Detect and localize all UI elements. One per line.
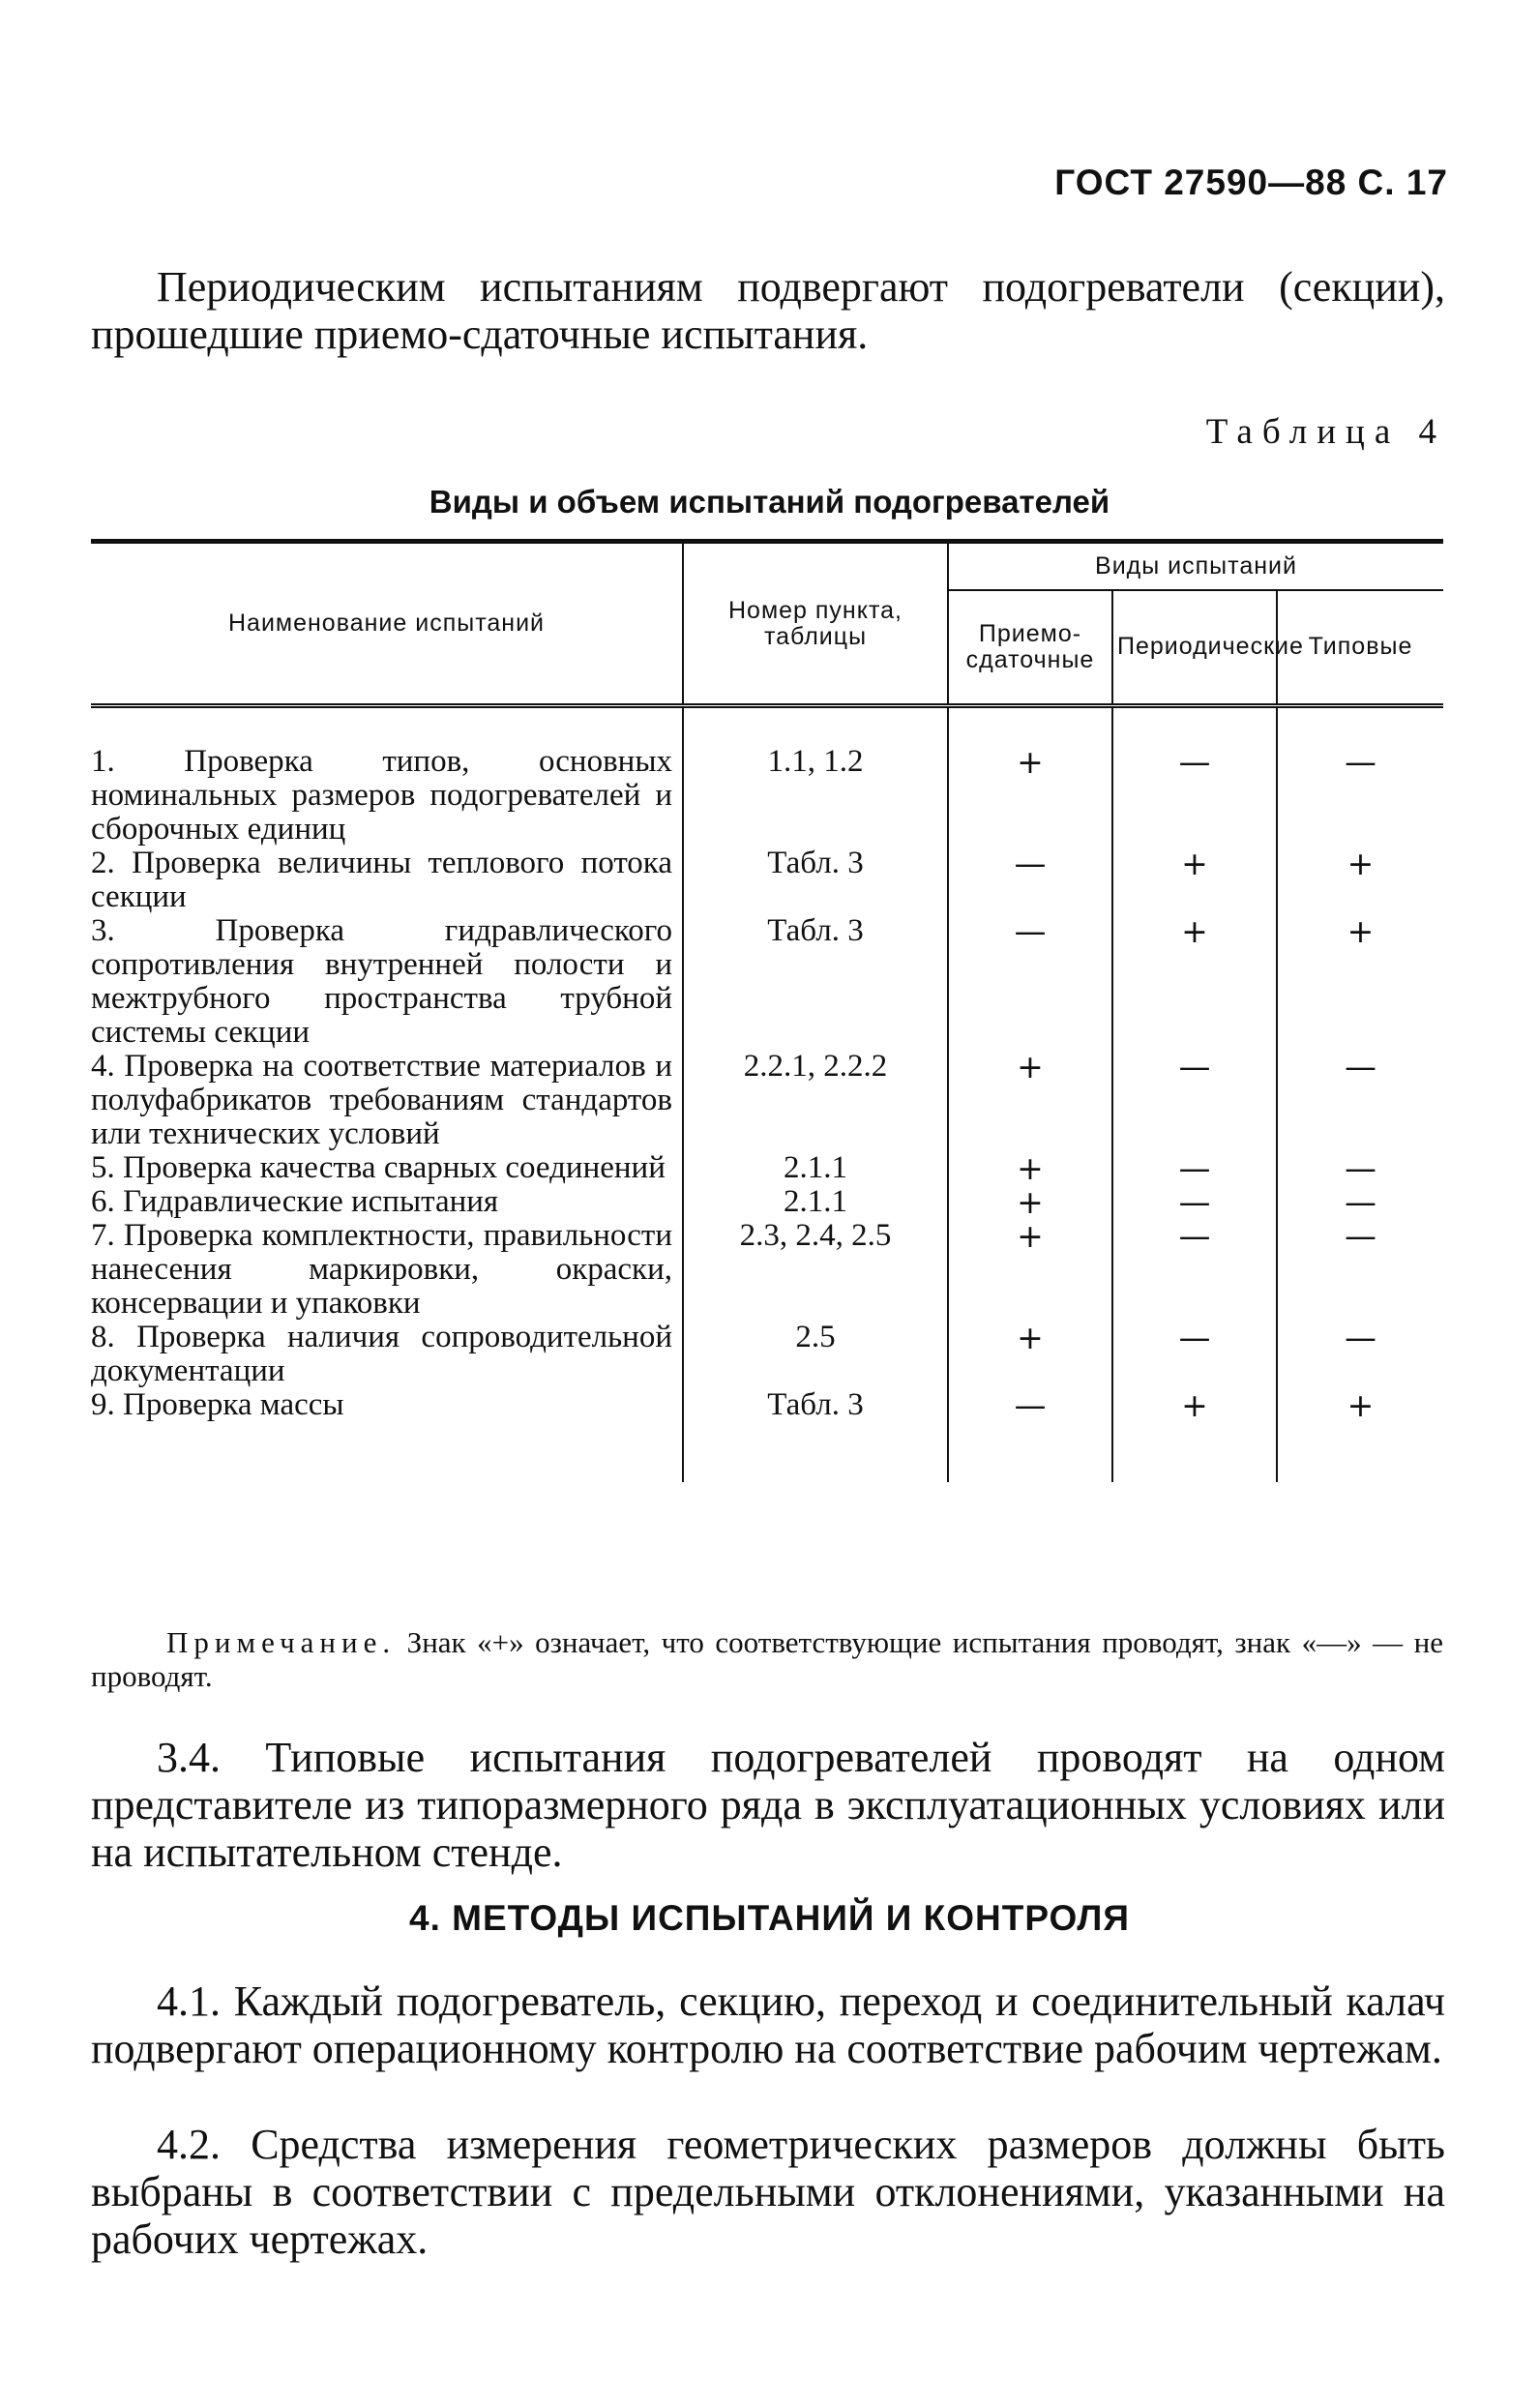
table-row xyxy=(91,1185,1443,1219)
paragraph-4-2: 4.2. Средства измерения геометрических размеров должны быть выбраны в соответствии с предельными отклонениями, указанными на рабочих чертежах. xyxy=(91,2121,1445,2263)
row-periodic: + xyxy=(1112,847,1277,914)
row-name: 8. Проверка наличия сопроводительной документации xyxy=(91,1319,672,1388)
header-type: Типовые xyxy=(1277,590,1443,706)
table-row xyxy=(91,1321,1443,1388)
row-name: 7. Проверка комплектности, правильности нанесения маркировки, окраски, консервации и упаковки xyxy=(91,1217,672,1321)
row-name: 4. Проверка на соответствие материалов и полуфабрикатов требованиям стандартов или технических условий xyxy=(91,1048,672,1151)
table-row xyxy=(91,847,1443,914)
header-clause: Номер пункта, таблицы xyxy=(683,542,948,706)
row-clause: Табл. 3 xyxy=(683,847,948,914)
table-number: Таблица 4 xyxy=(1205,412,1446,452)
row-periodic: — xyxy=(1112,1185,1277,1219)
row-periodic: — xyxy=(1112,1321,1277,1388)
row-acceptance: + xyxy=(948,745,1112,847)
row-acceptance: + xyxy=(948,1151,1112,1185)
row-name: 6. Гидравлические испытания xyxy=(91,1183,499,1219)
header-test-types: Виды испытаний xyxy=(948,542,1443,590)
note-text: Знак «+» означает, что соответствующие испытания проводят, знак «—» — не проводят. xyxy=(91,1625,1443,1693)
table-body xyxy=(91,706,1443,1482)
row-type: — xyxy=(1277,1185,1443,1219)
table-row xyxy=(91,1219,1443,1321)
row-clause: 2.5 xyxy=(683,1321,948,1388)
row-periodic: — xyxy=(1112,1219,1277,1321)
row-type: — xyxy=(1277,1219,1443,1321)
row-name: 9. Проверка массы xyxy=(91,1386,344,1422)
note-label: Примечание. xyxy=(166,1625,397,1659)
table-title: Виды и объем испытаний подогревателей xyxy=(429,484,1110,520)
row-type: + xyxy=(1277,1388,1443,1422)
row-acceptance: — xyxy=(948,847,1112,914)
row-type: — xyxy=(1277,1050,1443,1151)
header-periodic: Периодические xyxy=(1112,590,1277,706)
tests-table xyxy=(91,539,1443,1482)
row-clause: Табл. 3 xyxy=(683,914,948,1050)
row-clause: 2.3, 2.4, 2.5 xyxy=(683,1219,948,1321)
row-type: + xyxy=(1277,914,1443,1050)
table-row xyxy=(91,1388,1443,1422)
row-acceptance: — xyxy=(948,1388,1112,1422)
header-name: Наименование испытаний xyxy=(91,542,683,706)
row-clause: 1.1, 1.2 xyxy=(683,745,948,847)
table-row xyxy=(91,914,1443,1050)
row-clause: 2.2.1, 2.2.2 xyxy=(683,1050,948,1151)
row-acceptance: + xyxy=(948,1050,1112,1151)
row-periodic: — xyxy=(1112,1151,1277,1185)
table-row xyxy=(91,1050,1443,1151)
row-acceptance: + xyxy=(948,1321,1112,1388)
row-name: 2. Проверка величины теплового потока секции xyxy=(91,845,672,914)
table-row xyxy=(91,1151,1443,1185)
row-type: — xyxy=(1277,1151,1443,1185)
intro-paragraph: Периодическим испытаниям подвергают подогреватели (секции), прошедшие приемо-сдаточные испытания. xyxy=(91,263,1445,358)
row-acceptance: + xyxy=(948,1185,1112,1219)
row-name: 3. Проверка гидравлического сопротивления внутренней полости и межтрубного пространства трубной системы секции xyxy=(91,912,672,1050)
paragraph-4-1: 4.1. Каждый подогреватель, секцию, переход и соединительный калач подвергают операционному контролю на соответствие рабочим чертежам. xyxy=(91,1977,1445,2072)
row-periodic: — xyxy=(1112,745,1277,847)
table-row xyxy=(91,745,1443,847)
row-acceptance: — xyxy=(948,914,1112,1050)
header-acceptance: Приемо-сдаточные xyxy=(948,590,1112,706)
row-periodic: — xyxy=(1112,1050,1277,1151)
row-clause: 2.1.1 xyxy=(683,1151,948,1185)
section-title: 4. МЕТОДЫ ИСПЫТАНИЙ И КОНТРОЛЯ xyxy=(409,1898,1130,1938)
row-name: 5. Проверка качества сварных соединений xyxy=(91,1149,666,1185)
row-type: — xyxy=(1277,1321,1443,1388)
page-header: ГОСТ 27590—88 С. 17 xyxy=(1054,163,1448,202)
row-periodic: + xyxy=(1112,914,1277,1050)
row-periodic: + xyxy=(1112,1388,1277,1422)
row-name: 1. Проверка типов, основных номинальных размеров подогревателей и сборочных единиц xyxy=(91,743,672,847)
row-acceptance: + xyxy=(948,1219,1112,1321)
table-note xyxy=(91,1625,1443,1693)
row-type: + xyxy=(1277,847,1443,914)
row-clause: Табл. 3 xyxy=(683,1388,948,1422)
row-clause: 2.1.1 xyxy=(683,1185,948,1219)
row-type: — xyxy=(1277,745,1443,847)
paragraph-3-4: 3.4. Типовые испытания подогревателей проводят на одном представителе из типоразмерного ряда в эксплуатационных условиях или на испытательном стенде. xyxy=(91,1734,1445,1876)
